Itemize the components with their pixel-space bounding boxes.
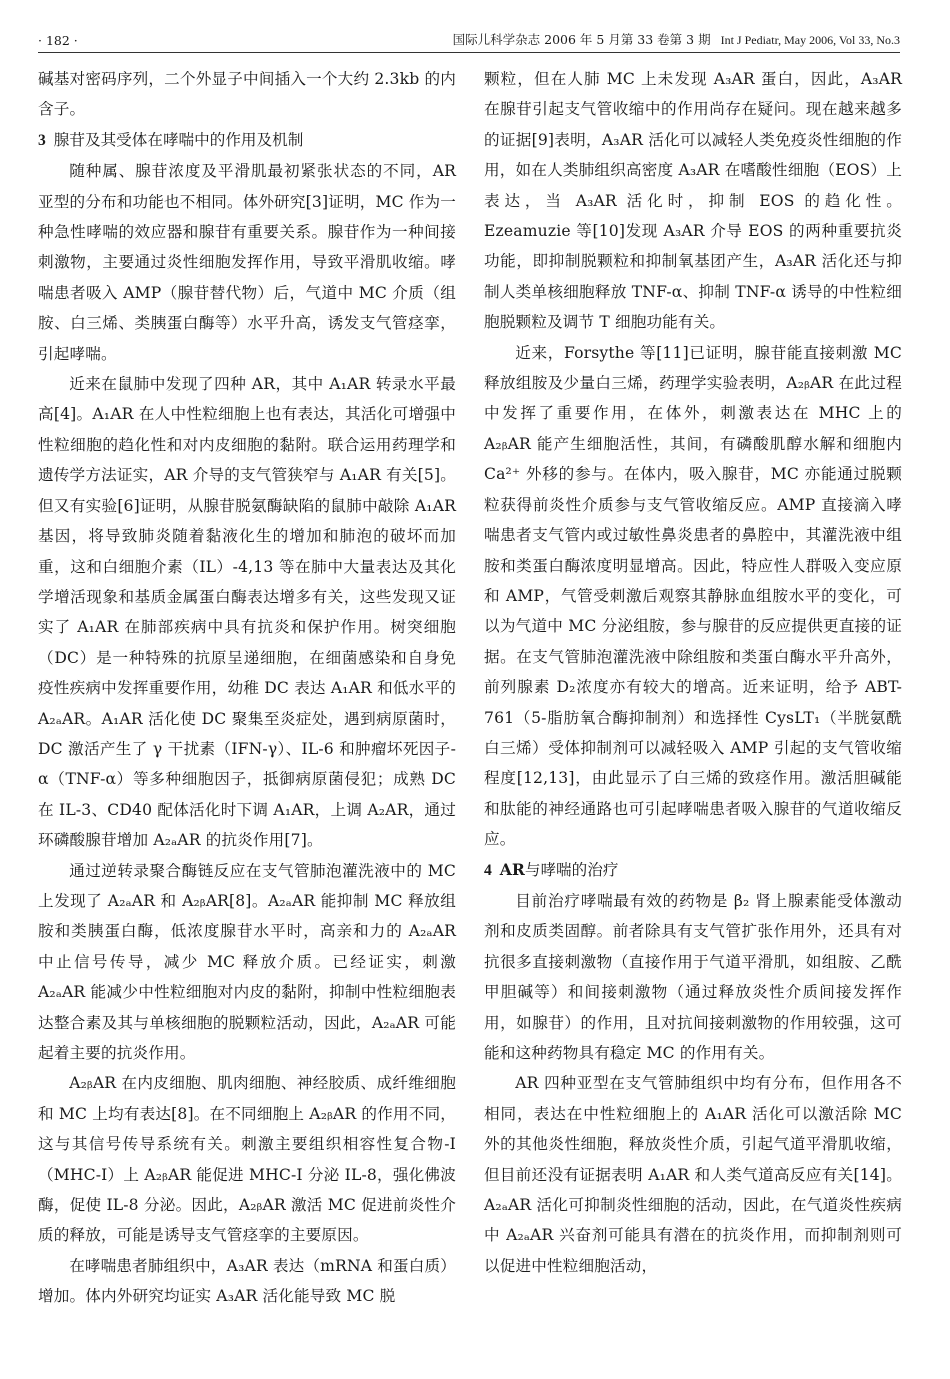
paragraph: A₂ᵦAR 在内皮细胞、肌肉细胞、神经胶质、成纤维细胞和 MC 上均有表达[8]。在不同细胞上 A₂ᵦAR 的作用不同，这与其信号传导系统有关。刺激主要组织相容性复合物-I（MHC-I）上 A₂ᵦAR 能促进 MHC-I 分泌 IL-8，强化佛波酶，促使 IL-8 分泌。因此，A₂ᵦAR 激活 MC 促进前炎性介质的释放，可能是诱导支气管痉挛的主要原因。: [38, 1074, 456, 1245]
paragraph: AR 四种亚型在支气管肺组织中均有分布，但作用各不相同，表达在中性粒细胞上的 A₁AR 活化可以激活除 MC 外的其他炎性细胞，释放炎性介质，引起气道平滑肌收缩，但目前还没有证据表明 A₁AR 和人类气道高反应有关[14]。A₂ₐAR 活化可抑制炎性细胞的活动，因此，在气道炎性疾病中 A₂ₐAR 兴奋剂可能具有潜在的抗炎作用，而抑制剂则可以促进中性粒细胞活动，: [484, 1074, 902, 1275]
paragraph: 通过逆转录聚合酶链反应在支气管肺泡灌洗液中的 MC 上发现了 A₂ₐAR 和 A₂ᵦAR[8]。A₂ₐAR 能抑制 MC 释放组胺和类胰蛋白酶，低浓度腺苷水平时，高亲和力的 A₂ₐAR 中止信号传导，减少 MC 释放介质。已经证实，刺激 A₂ₐAR 能减少中性粒细胞对内皮的黏附，抑制中性粒细胞表达整合素及其与单核细胞的脱颗粒活动，因此，A₂ₐAR 可能起着主要的抗炎作用。: [38, 861, 456, 1062]
paragraph: 近来在鼠肺中发现了四种 AR，其中 A₁AR 转录水平最高[4]。A₁AR 在人中性粒细胞上也有表达，其活化可增强中性粒细胞的趋化性和对内皮细胞的黏附。联合运用药理学和遗传学方法证实，AR 介导的支气管狭窄与 A₁AR 有关[5]。但又有实验[6]证明，从腺苷脱氨酶缺陷的鼠肺中敲除 A₁AR 基因，将导致肺炎随着黏液化生的增加和肺泡的破坏而加重，这和白细胞介素（IL）-4,13 等在肺中大量表达及其化学增活现象和基质金属蛋白酶表达增多有关，这些发现又证实了 A₁AR 在肺部疾病中具有抗炎和保护作用。树突细胞（DC）是一种特殊的抗原呈递细胞，在细菌感染和自身免疫性疾病中发挥重要作用，幼稚 DC 表达 A₁AR 和低水平的 A₂ₐAR。A₁AR 活化使 DC 聚集至炎症处，遇到病原菌时，DC 激活产生了 γ 干扰素（IFN-γ）、IL-6 和肿瘤坏死因子-α（TNF-α）等多种细胞因子，抵御病原菌侵犯；成熟 DC 在 IL-3、CD40 配体活化时下调 A₁AR，上调 A₂AR，通过环磷酸腺苷增加 A₂ₐAR 的抗炎作用[7]。: [38, 375, 456, 850]
section-number: 3: [38, 131, 46, 149]
journal-info: [453, 30, 900, 48]
paragraph: 随种属、腺苷浓度及平滑肌最初紧张状态的不同，AR 亚型的分布和功能也不相同。体外研究[3]证明，MC 作为一种急性哮喘的效应器和腺苷有重要关系。腺苷作为一种间接刺激物，主要通过炎性细胞发挥作用，导致平滑肌收缩。哮喘患者吸入 AMP（腺苷替代物）后，气道中 MC 介质（组胺、白三烯、类胰蛋白酶等）水平升高，诱发支气管痉挛，引起哮喘。: [38, 162, 456, 363]
left-column: [38, 64, 456, 1312]
section-heading-4: [484, 855, 902, 886]
section-title: 与哮喘的治疗: [524, 860, 619, 879]
paragraph: 碱基对密码序列，二个外显子中间插入一个大约 2.3kb 的内含子。: [38, 70, 456, 119]
paragraph: 颗粒，但在人肺 MC 上未发现 A₃AR 蛋白，因此，A₃AR 在腺苷引起支气管收缩中的作用尚存在疑问。现在越来越多的证据[9]表明，A₃AR 活化可以减轻人类免疫炎性细胞的作用，如在人类肺组织高密度 A₃AR 在嗜酸性细胞（EOS）上表达，当 A₃AR 活化时，抑制 EOS 的趋化性。Ezeamuzie 等[10]发现 A₃AR 介导 EOS 的两种重要抗炎功能，即抑制脱颗粒和抑制氧基团产生，A₃AR 活化还与抑制人类单核细胞释放 TNF-α、抑制 TNF-α 诱导的中性粒细胞脱颗粒及调节 T 细胞功能有关。: [484, 70, 902, 332]
paragraph: 目前治疗哮喘最有效的药物是 β₂ 肾上腺素能受体激动剂和皮质类固醇。前者除具有支气管扩张作用外，还具有对抗很多直接刺激物（直接作用于气道平滑肌，如组胺、乙酰甲胆碱等）和间接刺激物（通过释放炎性介质间接发挥作用，如腺苷）的作用，且对抗间接刺激物的作用较强，这可能和这种药物具有稳定 MC 的作用有关。: [484, 891, 902, 1062]
journal-title-cn: 国际儿科学杂志 2006 年 5 月第 33 卷第 3 期: [452, 32, 711, 47]
section-title: 腺苷及其受体在哮喘中的作用及机制: [53, 130, 304, 149]
section-heading-3: [38, 125, 456, 156]
page-number: · 182 ·: [38, 33, 78, 48]
right-column: [484, 64, 902, 1281]
paragraph: 近来，Forsythe 等[11]已证明，腺苷能直接刺激 MC 释放组胺及少量白三烯，药理学实验表明，A₂ᵦAR 在此过程中发挥了重要作用，在体外，刺激表达在 MHC 上的 A₂ᵦAR 能产生细胞活性，其间，有磷酸肌醇水解和细胞内 Ca²⁺ 外移的参与。在体内，吸入腺苷，MC 亦能通过脱颗粒获得前炎性介质参与支气管收缩反应。AMP 直接滴入哮喘患者支气管内或过敏性鼻炎患者的鼻腔中，其灌洗液中组胺和类蛋白酶浓度明显增高。因此，特应性人群吸入变应原和 AMP，气管受刺激后观察其静脉血组胺水平的变化，可以为气道中 MC 分泌组胺，参与腺苷的反应提供更直接的证据。在支气管肺泡灌洗液中除组胺和类蛋白酶水平升高外，前列腺素 D₂浓度亦有较大的增高。近来证明，给予 ABT-761（5-脂肪氧合酶抑制剂）和选择性 CysLT₁（半胱氨酰白三烯）受体抑制剂可以减轻吸入 AMP 引起的支气管收缩程度[12,13]，由此显示了白三烯的致痉作用。激活胆碱能和肽能的神经通路也可引起哮喘患者吸入腺苷的气道收缩反应。: [484, 343, 902, 849]
paragraph: 在哮喘患者肺组织中，A₃AR 表达（mRNA 和蛋白质）增加。体内外研究均证实 A₃AR 活化能导致 MC 脱: [38, 1256, 456, 1306]
running-header: [38, 22, 900, 53]
section-number: 4: [484, 861, 492, 879]
section-title-bold: AR: [499, 859, 525, 879]
journal-title-en: Int J Pediatr, May 2006, Vol 33, No.3: [720, 33, 900, 47]
